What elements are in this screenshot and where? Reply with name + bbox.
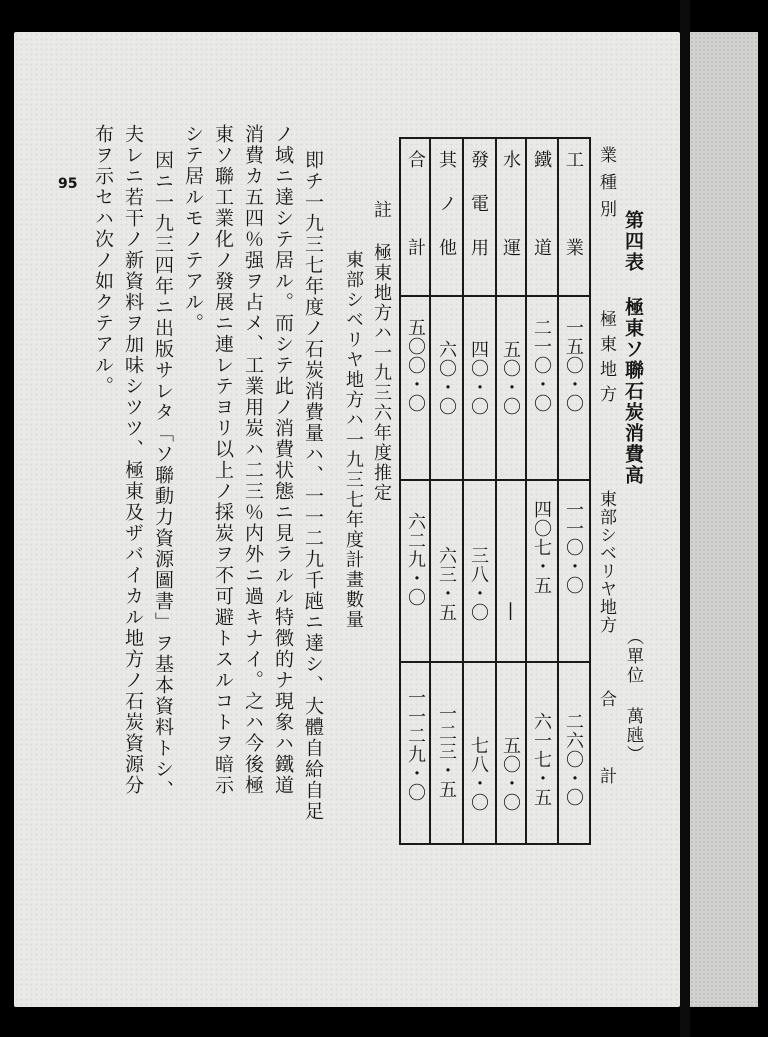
body-column: 即チ一九三七年度ノ石炭消費量ハ、一一二九千瓲ニ達シ、大體自給自足 (302, 150, 324, 822)
cell-far-east: 五〇・〇 (500, 340, 521, 416)
row-label: 其ノ他 (436, 150, 457, 282)
cell-total: 一一二九・〇 (405, 688, 426, 802)
row-label: 發電用 (468, 150, 489, 282)
body-column: 東ソ聯工業化ノ發展ニ連レテヨリ以上ノ採炭ヲ不可避トスルコトヲ暗示 (212, 124, 234, 796)
body-column: 因ニ一九三四年ニ出版サレタ「ソ聯動力資源圖書」ヲ基本資料トシ、 (152, 150, 174, 801)
table-unit: （單位 萬瓲） (623, 628, 643, 764)
header-total: 合計 (596, 690, 616, 844)
cell-east-siberia: 六三・五 (436, 546, 457, 622)
row-label: 水運 (500, 150, 521, 326)
page-number: 95 (58, 176, 78, 192)
cell-far-east: 二一〇・〇 (531, 318, 552, 413)
cell-total: 二六〇・〇 (563, 712, 584, 807)
cell-total: 五〇・〇 (500, 736, 521, 812)
cell-far-east: 六〇・〇 (436, 340, 457, 416)
header-category: 業種別 (596, 146, 616, 227)
table-note-2: 東部シベリヤ地方ハ一九三七年度計畫數量 (343, 250, 364, 630)
cell-east-siberia: 一一〇・〇 (563, 500, 584, 595)
row-label: 鐵道 (531, 150, 552, 326)
body-column: ノ域ニ達シテ居ル。而シテ此ノ消費状態ニ見ラルル特徴的ナ現象ハ鐵道 (272, 124, 294, 796)
table-note-1: 註 極東地方ハ一九三六年度推定 (371, 200, 392, 503)
cell-total: 七八・〇 (468, 736, 489, 812)
row-label: 合計 (405, 150, 426, 326)
row-label: 工業 (563, 150, 584, 326)
cell-east-siberia: 三八・〇 (468, 546, 489, 622)
cell-total: 一二三・五 (436, 704, 457, 799)
cell-far-east: 一五〇・〇 (563, 318, 584, 413)
body-column: シテ居ルモノテアル。 (182, 124, 204, 334)
header-east-siberia: 東部シベリヤ地方 (596, 490, 616, 634)
cell-east-siberia: 六二九・〇 (405, 512, 426, 607)
body-column: 夫レニ若干ノ新資料ヲ加味シツツ、極東及ザバイカル地方ノ石炭資源分 (122, 124, 144, 796)
body-column: 布ヲ示セハ次ノ如クテアル。 (92, 124, 114, 397)
header-far-east: 極東地方 (596, 310, 616, 410)
body-column: 消費カ五四％强ヲ占メ、工業用炭ハ二三％内外ニ過キナイ。之ハ今後極 (242, 124, 264, 796)
table-title: 第四表 極東ソ聯石炭消費高 (622, 210, 644, 486)
cell-total: 六一七・五 (531, 712, 552, 807)
cell-east-siberia: | (500, 600, 521, 622)
cell-east-siberia: 四〇七・五 (531, 500, 552, 595)
cell-far-east: 五〇〇・〇 (405, 318, 426, 413)
cell-far-east: 四〇・〇 (468, 340, 489, 416)
